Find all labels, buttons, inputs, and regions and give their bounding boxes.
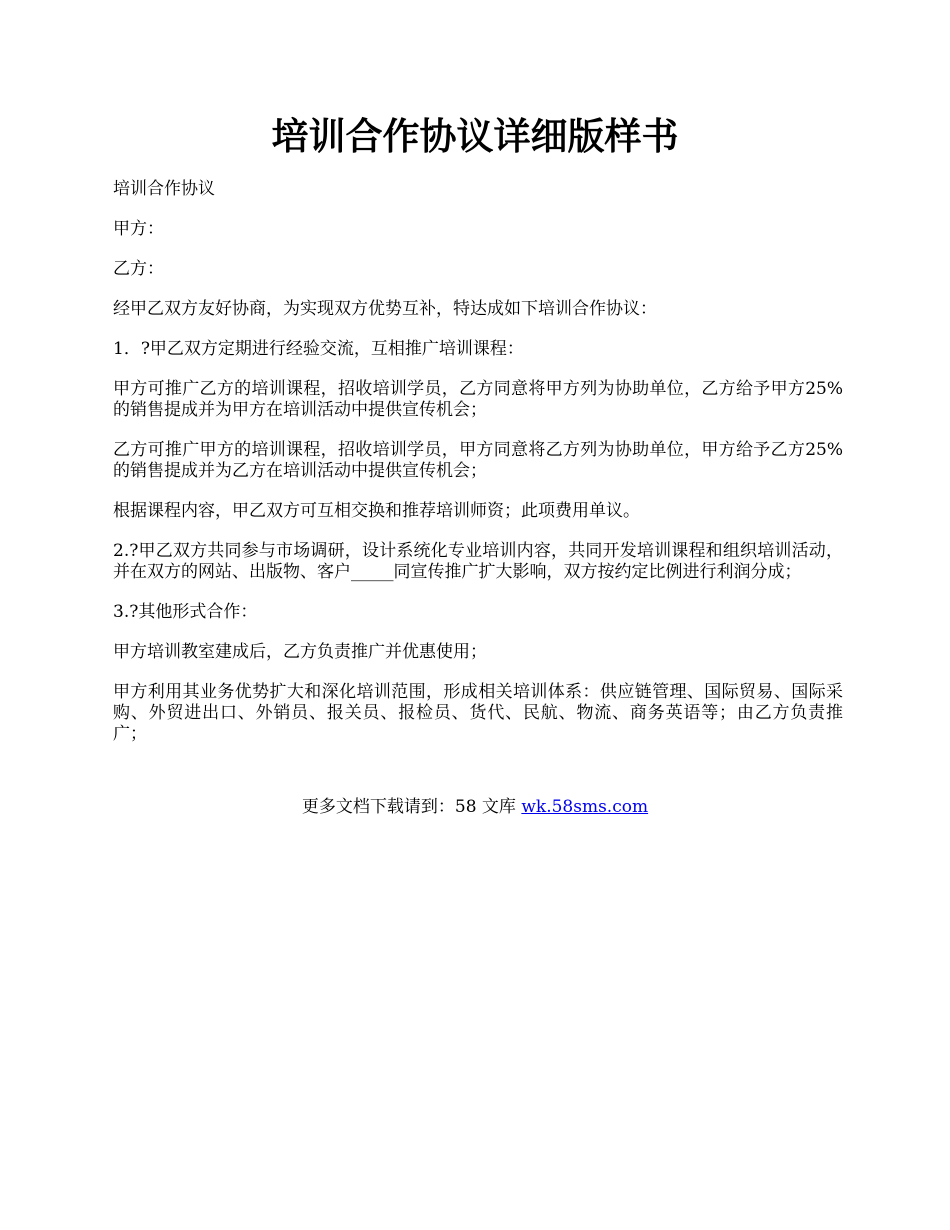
paragraph-clause-1: 1．?甲乙双方定期进行经验交流，互相推广培训课程：	[113, 339, 524, 359]
paragraph-clause-3: 3.?其他形式合作：	[113, 602, 258, 622]
paragraph-intro: 经甲乙双方友好协商，为实现双方优势互补，特达成如下培训合作协议：	[113, 299, 657, 319]
paragraph-party-b: 乙方：	[113, 259, 164, 279]
document-body	[113, 179, 843, 764]
paragraph-clause-2: 2.?甲乙双方共同参与市场调研，设计系统化专业培训内容，共同开发培训课程和组织培训活动，并在双方的网站、出版物、客户_____同宣传推广扩大影响，双方按约定比例进行利润分成；	[113, 541, 843, 582]
paragraph-clause-1c: 根据课程内容，甲乙双方可互相交换和推荐培训师资；此项费用单议。	[113, 501, 640, 521]
download-footer	[0, 796, 950, 818]
footer-text: 更多文档下载请到：58 文库	[301, 797, 522, 817]
paragraph-heading: 培训合作协议	[113, 179, 215, 199]
paragraph-clause-1b: 乙方可推广甲方的培训课程，招收培训学员，甲方同意将乙方列为协助单位，甲方给予乙方25%的销售提成并为乙方在培训活动中提供宣传机会；	[113, 440, 843, 481]
paragraph-clause-1a: 甲方可推广乙方的培训课程，招收培训学员，乙方同意将甲方列为协助单位，乙方给予甲方25%的销售提成并为甲方在培训活动中提供宣传机会；	[113, 379, 843, 420]
paragraph-party-a: 甲方：	[113, 219, 164, 239]
footer-link[interactable]: wk.58sms.com	[521, 797, 649, 817]
document-title: 培训合作协议详细版样书	[271, 114, 679, 158]
paragraph-clause-3b: 甲方利用其业务优势扩大和深化培训范围，形成相关培训体系：供应链管理、国际贸易、国际采购、外贸进出口、外销员、报关员、报检员、货代、民航、物流、商务英语等；由乙方负责推广；	[113, 682, 843, 744]
paragraph-clause-3a: 甲方培训教室建成后，乙方负责推广并优惠使用；	[113, 642, 487, 662]
